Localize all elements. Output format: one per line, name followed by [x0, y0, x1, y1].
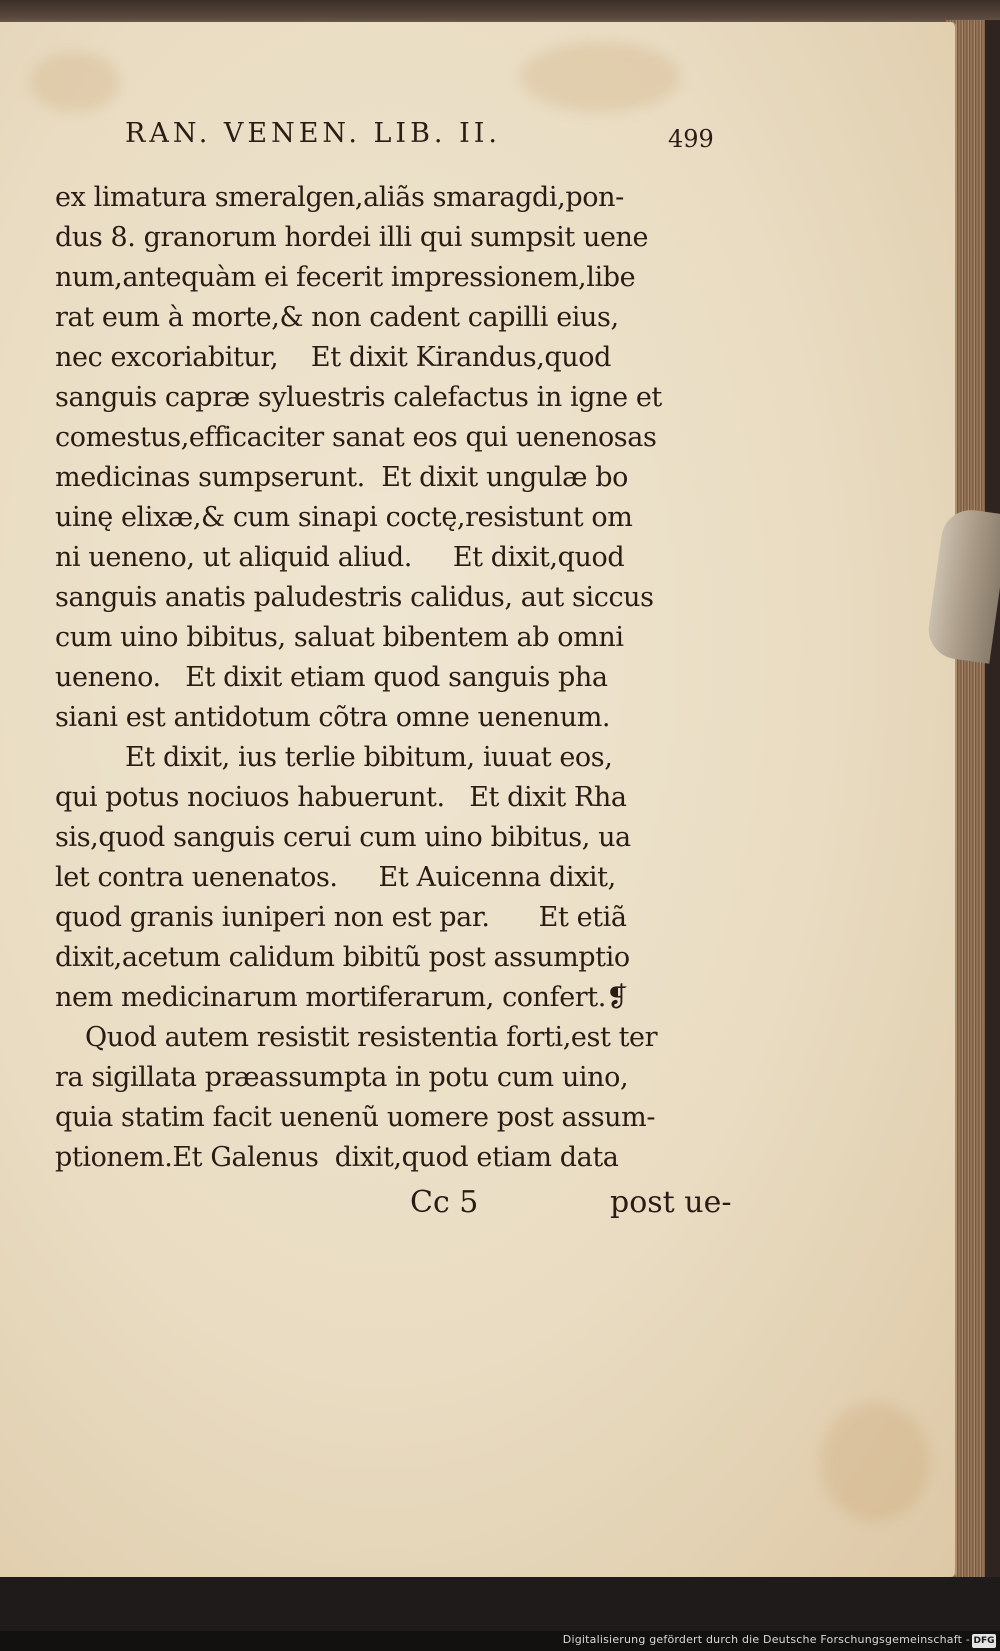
- text-line: sanguis capræ syluestris calefactus in igne et: [55, 382, 662, 413]
- folio-number: 499: [668, 125, 714, 153]
- text-line: ueneno. Et dixit etiam quod sanguis pha: [55, 662, 608, 693]
- text-line: siani est antidotum cõtra omne uenenum.: [55, 702, 611, 733]
- running-head: RAN. VENEN. LIB. II.: [125, 118, 502, 149]
- catchword: post ue-: [610, 1185, 732, 1220]
- text-block: [55, 178, 735, 1178]
- dfg-logo: DFG: [973, 1636, 995, 1646]
- page-stain: [820, 1402, 930, 1522]
- text-line: quod granis iuniperi non est par. Et etiã: [55, 902, 627, 933]
- text-line: quia statim facit uenenũ uomere post assum-: [55, 1102, 656, 1133]
- text-line: ptionem.Et Galenus dixit,quod etiam data: [55, 1142, 619, 1173]
- text-line: Quod autem resistit resistentia forti,est ter: [85, 1022, 658, 1053]
- text-line: comestus,efficaciter sanat eos qui uenenosas: [55, 422, 657, 453]
- text-line: dus 8. granorum hordei illi qui sumpsit uene: [55, 222, 649, 253]
- text-line: ra sigillata præassumpta in potu cum uino,: [55, 1062, 629, 1093]
- text-line: uinę elixæ,& cum sinapi coctę,resistunt om: [55, 502, 633, 533]
- text-line: dixit,acetum calidum bibitũ post assumptio: [55, 942, 630, 973]
- text-line: ex limatura smeralgen,aliãs smaragdi,pon-: [55, 182, 624, 213]
- page-stain: [520, 42, 680, 112]
- text-line: nem medicinarum mortiferarum, confert.❡: [55, 982, 629, 1013]
- text-line: rat eum à morte,& non cadent capilli eius,: [55, 302, 619, 333]
- text-line: Et dixit, ius terlie bibitum, iuuat eos,: [125, 742, 613, 773]
- text-line: ni ueneno, ut aliquid aliud. Et dixit,quod: [55, 542, 625, 573]
- text-line: let contra uenenatos. Et Auicenna dixit,: [55, 862, 616, 893]
- text-line: medicinas sumpserunt. Et dixit ungulæ bo: [55, 462, 628, 493]
- footer-credit: Digitalisierung gefördert durch die Deutsche Forschungsgemeinschaft -: [562, 1633, 970, 1646]
- book-cover-edge: [985, 20, 1000, 1580]
- text-line: nec excoriabitur, Et dixit Kirandus,quod: [55, 342, 611, 373]
- signature-mark: Cc 5: [410, 1185, 479, 1220]
- text-line: num,antequàm ei fecerit impressionem,libe: [55, 262, 636, 293]
- text-line: sis,quod sanguis cerui cum uino bibitus, ua: [55, 822, 631, 853]
- text-line: sanguis anatis paludestris calidus, aut siccus: [55, 582, 654, 613]
- page-stain: [30, 52, 120, 112]
- text-line: qui potus nociuos habuerunt. Et dixit Rha: [55, 782, 627, 813]
- text-line: cum uino bibitus, saluat bibentem ab omni: [55, 622, 624, 653]
- footer-bar: [0, 1631, 1000, 1651]
